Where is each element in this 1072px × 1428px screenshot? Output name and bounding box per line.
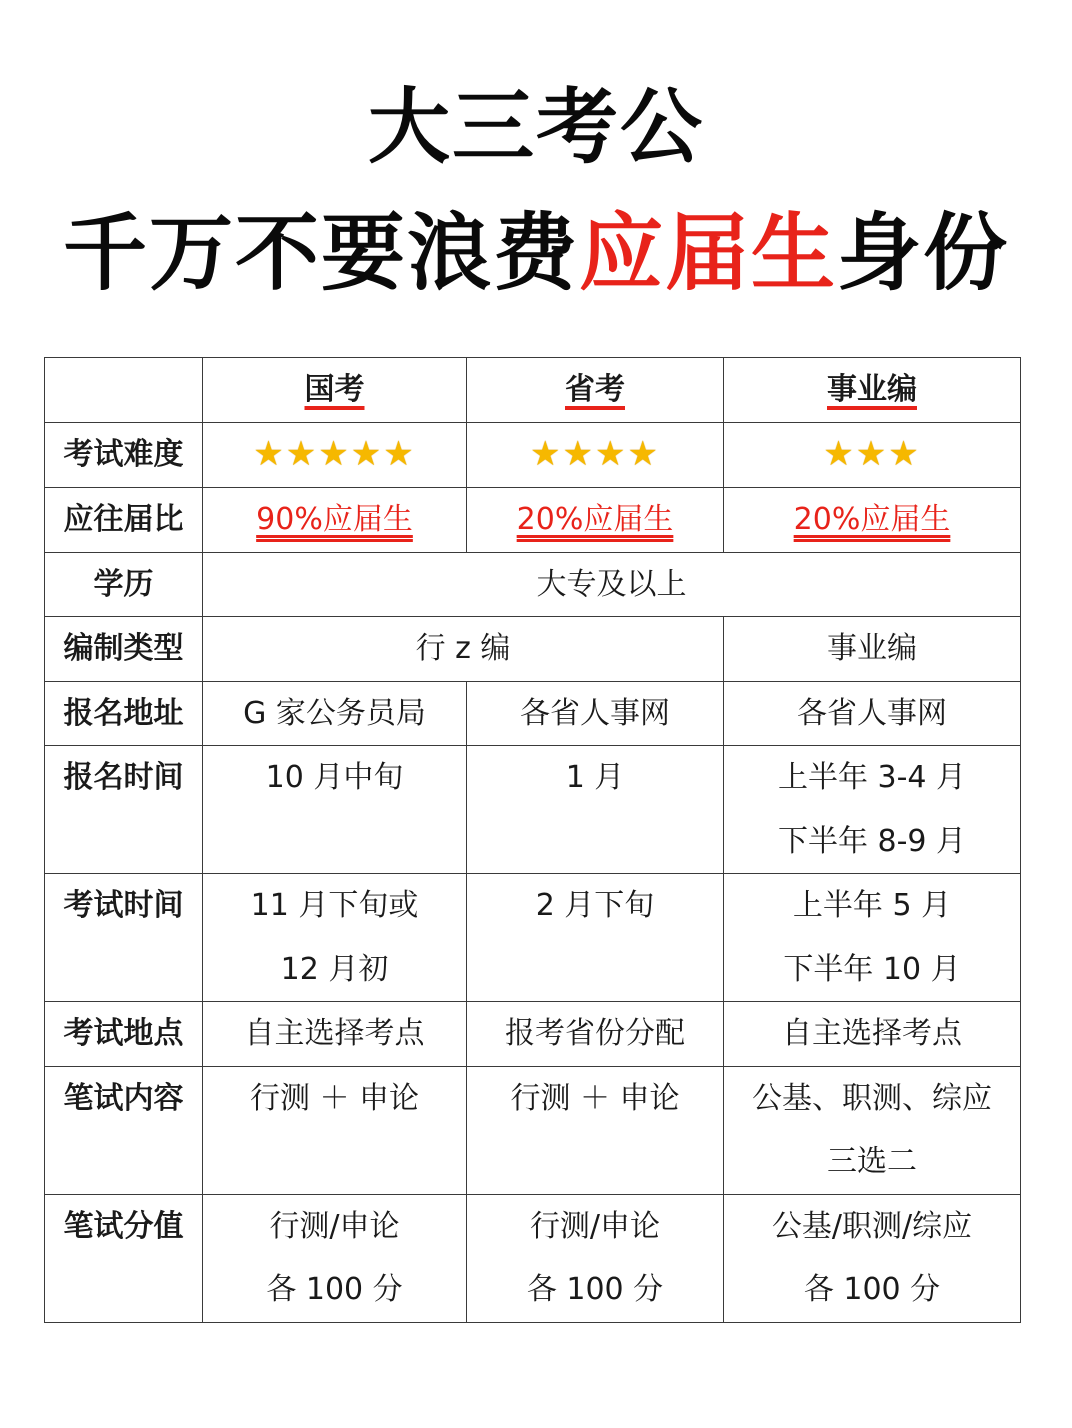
written-score-line: 各 100 分 [803,1272,941,1307]
page-subtitle [0,198,1072,308]
difficulty-rating [724,422,1021,488]
written-content-line: 公基、职测、综应 [752,1080,992,1116]
table-row-difficulty [45,422,1021,488]
title-line1: 大三考公 [367,80,704,175]
reg-time-value: 1 月 [467,746,724,874]
written-score-value [203,1194,467,1322]
exam-location-value: 自主选择考点 [203,1002,467,1067]
ratio-value: 20%应届生 [467,488,724,553]
row-label: 应往届比 [45,488,203,553]
ratio-value: 90%应届生 [203,488,467,553]
written-score-line: 各 100 分 [526,1272,664,1307]
reg-time-value: 10 月中旬 [203,746,467,874]
written-score-value [467,1194,724,1322]
table-row-ratio [45,488,1021,553]
table-row-written-content [45,1066,1021,1194]
reg-time-line: 下半年 8-9 月 [777,823,967,859]
exam-time-value [203,874,467,1002]
table-row-education [45,552,1021,617]
row-label: 笔试内容 [45,1066,203,1194]
column-header-guokao: 国考 [203,358,467,423]
comparison-table [44,357,1021,1323]
table-row-exam-time [45,874,1021,1002]
table-header-row [45,358,1021,423]
table-row-exam-location [45,1002,1021,1067]
table-row-reg-address [45,681,1021,746]
row-label: 学历 [45,552,203,617]
row-label: 报名地址 [45,681,203,746]
star-icon-group: ★★★★★ [253,433,416,474]
row-label: 笔试分值 [45,1194,203,1322]
reg-address-value: G 家公务员局 [203,681,467,746]
exam-time-line: 上半年 5 月 [792,888,952,923]
exam-location-value: 报考省份分配 [467,1002,724,1067]
staffing-value: 事业编 [724,617,1021,682]
education-value: 大专及以上 [203,552,1021,617]
header-corner-cell [45,358,203,423]
column-header-shengkao: 省考 [467,358,724,423]
written-score-value [724,1194,1021,1322]
row-label: 报名时间 [45,746,203,874]
reg-address-value: 各省人事网 [724,681,1021,746]
written-content-value: 行测 ＋ 申论 [203,1066,467,1194]
exam-time-value: 2 月下旬 [467,874,724,1002]
subtitle-suffix: 身份 [837,204,1010,302]
row-label: 考试地点 [45,1002,203,1067]
table-row-reg-time [45,746,1021,874]
star-icon-group: ★★★★ [530,433,660,474]
subtitle-highlight: 应届生 [578,204,837,302]
staffing-value: 行 z 编 [203,617,724,682]
written-score-line: 行测/申论 [529,1208,661,1244]
written-score-line: 行测/申论 [269,1208,400,1244]
row-label: 考试时间 [45,874,203,1002]
written-score-line: 公基/职测/综应 [771,1208,973,1244]
subtitle-prefix: 千万不要浪费 [62,204,579,302]
exam-time-line: 11 月下旬或 [250,888,419,923]
reg-time-line: 上半年 3-4 月 [777,760,967,795]
written-content-value [724,1066,1021,1194]
exam-time-value [724,874,1021,1002]
table-row-written-score [45,1194,1021,1322]
column-header-shiyebian: 事业编 [724,358,1021,423]
reg-address-value: 各省人事网 [467,681,724,746]
written-content-value: 行测 ＋ 申论 [467,1066,724,1194]
star-icon-group: ★★★ [823,433,921,474]
written-score-line: 各 100 分 [266,1272,403,1307]
written-content-line: 三选二 [827,1144,917,1179]
difficulty-rating [203,422,467,488]
exam-time-line: 12 月初 [280,951,389,987]
difficulty-rating [467,422,724,488]
page-title [0,78,1072,178]
ratio-value: 20%应届生 [724,488,1021,553]
exam-location-value: 自主选择考点 [724,1002,1021,1067]
exam-time-line: 下半年 10 月 [783,951,961,987]
table-row-staffing [45,617,1021,682]
reg-time-value [724,746,1021,874]
row-label: 考试难度 [45,422,203,488]
row-label: 编制类型 [45,617,203,682]
